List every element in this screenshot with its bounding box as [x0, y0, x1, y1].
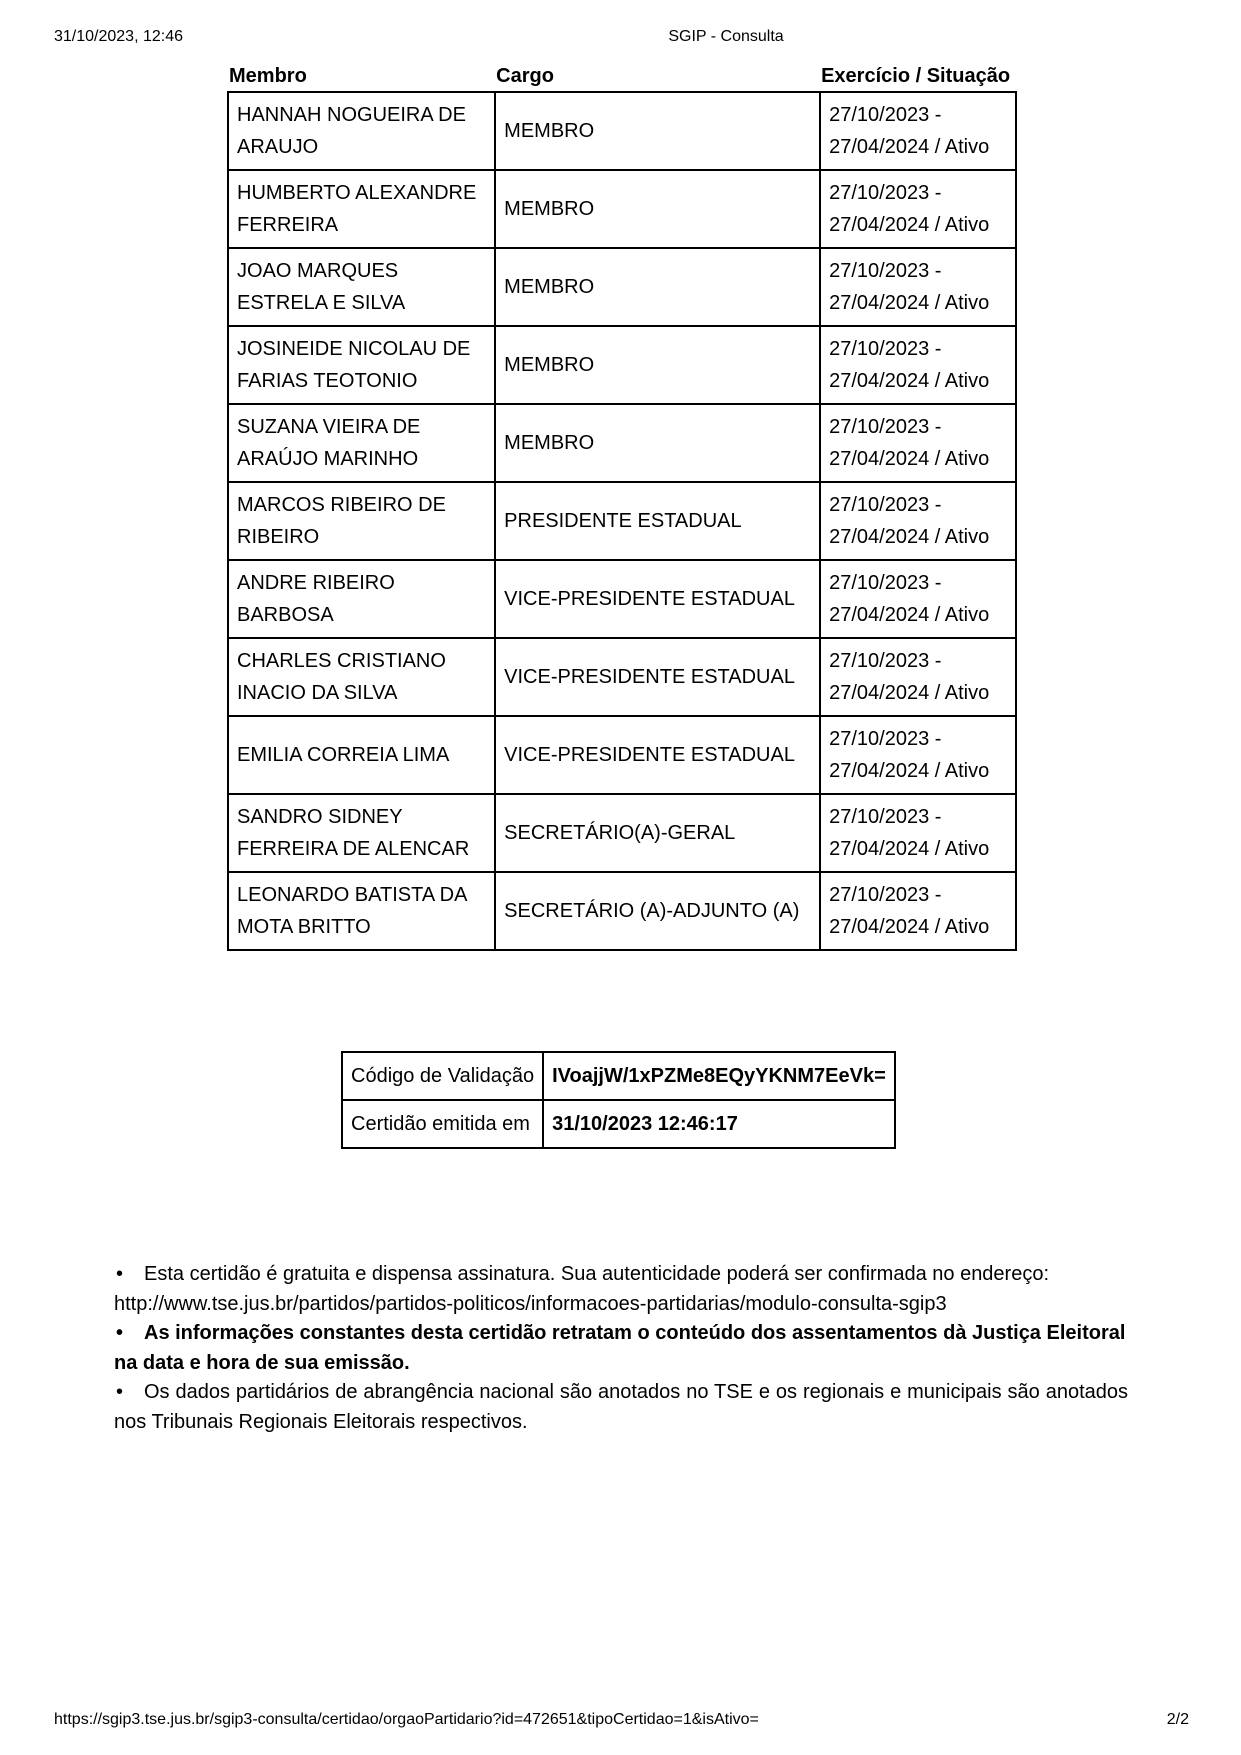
column-header-membro: Membro — [229, 64, 307, 87]
table-row — [228, 716, 1016, 794]
table-row — [228, 92, 1016, 170]
table-row — [228, 872, 1016, 950]
column-header-cargo: Cargo — [496, 64, 554, 87]
bullet-icon: • — [116, 1322, 124, 1344]
table-row — [228, 794, 1016, 872]
note-jurisdiction-text: Os dados partidários de abrangência nacional são anotados no TSE e os regionais e municipais são anotados nos Tribunais Regionais Eleitorais respectivos. — [114, 1381, 1128, 1433]
cell-exercicio-situacao: 27/10/2023 - 27/04/2024 / Ativo — [820, 404, 1016, 482]
note-content-text: As informações constantes desta certidão retratam o conteúdo dos assentamentos dà Justiça Eleitoral na data e hora de sua emissão. — [114, 1322, 1126, 1374]
table-row — [228, 248, 1016, 326]
cell-exercicio-situacao: 27/10/2023 - 27/04/2024 / Ativo — [820, 794, 1016, 872]
cell-cargo: SECRETÁRIO (A)-ADJUNTO (A) — [495, 872, 820, 950]
cell-exercicio-situacao: 27/10/2023 - 27/04/2024 / Ativo — [820, 872, 1016, 950]
cell-membro: SANDRO SIDNEY FERREIRA DE ALENCAR — [228, 794, 495, 872]
members-table — [227, 58, 1017, 951]
cell-exercicio-situacao: 27/10/2023 - 27/04/2024 / Ativo — [820, 638, 1016, 716]
cell-exercicio-situacao: 27/10/2023 - 27/04/2024 / Ativo — [820, 482, 1016, 560]
bullet-icon: • — [116, 1381, 124, 1403]
cell-cargo: MEMBRO — [495, 248, 820, 326]
cell-cargo: MEMBRO — [495, 170, 820, 248]
cell-membro: ANDRE RIBEIRO BARBOSA — [228, 560, 495, 638]
members-table-body — [228, 92, 1016, 950]
issued-at-value: 31/10/2023 12:46:17 — [543, 1100, 895, 1148]
cell-exercicio-situacao: 27/10/2023 - 27/04/2024 / Ativo — [820, 326, 1016, 404]
cell-exercicio-situacao: 27/10/2023 - 27/04/2024 / Ativo — [820, 92, 1016, 170]
table-row — [228, 482, 1016, 560]
cell-cargo: SECRETÁRIO(A)-GERAL — [495, 794, 820, 872]
validation-code-value: IVoajjW/1xPZMe8EQyYKNM7EeVk= — [543, 1052, 895, 1100]
table-row — [228, 404, 1016, 482]
cell-membro: CHARLES CRISTIANO INACIO DA SILVA — [228, 638, 495, 716]
table-row — [228, 170, 1016, 248]
cell-membro: HUMBERTO ALEXANDRE FERREIRA — [228, 170, 495, 248]
cell-cargo: VICE-PRESIDENTE ESTADUAL — [495, 638, 820, 716]
cell-cargo: MEMBRO — [495, 92, 820, 170]
cell-cargo: MEMBRO — [495, 326, 820, 404]
table-row — [228, 326, 1016, 404]
cell-membro: LEONARDO BATISTA DA MOTA BRITTO — [228, 872, 495, 950]
cell-membro: JOAO MARQUES ESTRELA E SILVA — [228, 248, 495, 326]
footer-url: https://sgip3.tse.jus.br/sgip3-consulta/certidao/orgaoPartidario?id=472651&tipoCertidao=1&isAtivo= — [54, 1711, 759, 1728]
note-jurisdiction — [114, 1378, 1128, 1437]
note-gratuity-text: Esta certidão é gratuita e dispensa assinatura. Sua autenticidade poderá ser confirmada no endereço: — [144, 1263, 1050, 1285]
cell-exercicio-situacao: 27/10/2023 - 27/04/2024 / Ativo — [820, 248, 1016, 326]
cell-membro: SUZANA VIEIRA DE ARAÚJO MARINHO — [228, 404, 495, 482]
cell-cargo: PRESIDENTE ESTADUAL — [495, 482, 820, 560]
verification-url: http://www.tse.jus.br/partidos/partidos-politicos/informacoes-partidarias/modulo-consulta-sgip3 — [114, 1292, 947, 1315]
issued-at-row — [342, 1100, 895, 1148]
cell-membro: EMILIA CORREIA LIMA — [228, 716, 495, 794]
cell-cargo: VICE-PRESIDENTE ESTADUAL — [495, 560, 820, 638]
cell-cargo: VICE-PRESIDENTE ESTADUAL — [495, 716, 820, 794]
bullet-icon: • — [116, 1263, 124, 1285]
column-header-exercicio: Exercício / Situação — [821, 64, 1011, 87]
validation-code-label: Código de Validação — [342, 1052, 543, 1100]
cell-membro: JOSINEIDE NICOLAU DE FARIAS TEOTONIO — [228, 326, 495, 404]
page-number: 2/2 — [1166, 1711, 1189, 1728]
notes-section — [114, 1260, 1128, 1437]
validation-code-row — [342, 1052, 895, 1100]
issued-at-label: Certidão emitida em — [342, 1100, 543, 1148]
cell-membro: MARCOS RIBEIRO DE RIBEIRO — [228, 482, 495, 560]
cell-exercicio-situacao: 27/10/2023 - 27/04/2024 / Ativo — [820, 170, 1016, 248]
page-title: SGIP - Consulta — [668, 28, 784, 45]
cell-exercicio-situacao: 27/10/2023 - 27/04/2024 / Ativo — [820, 716, 1016, 794]
table-row — [228, 560, 1016, 638]
cell-cargo: MEMBRO — [495, 404, 820, 482]
table-row — [228, 638, 1016, 716]
cell-exercicio-situacao: 27/10/2023 - 27/04/2024 / Ativo — [820, 560, 1016, 638]
cell-membro: HANNAH NOGUEIRA DE ARAUJO — [228, 92, 495, 170]
validation-table — [341, 1051, 896, 1149]
note-content — [114, 1319, 1128, 1378]
note-gratuity — [114, 1260, 1128, 1319]
print-datetime: 31/10/2023, 12:46 — [54, 28, 184, 45]
table-header-row — [228, 58, 1016, 92]
